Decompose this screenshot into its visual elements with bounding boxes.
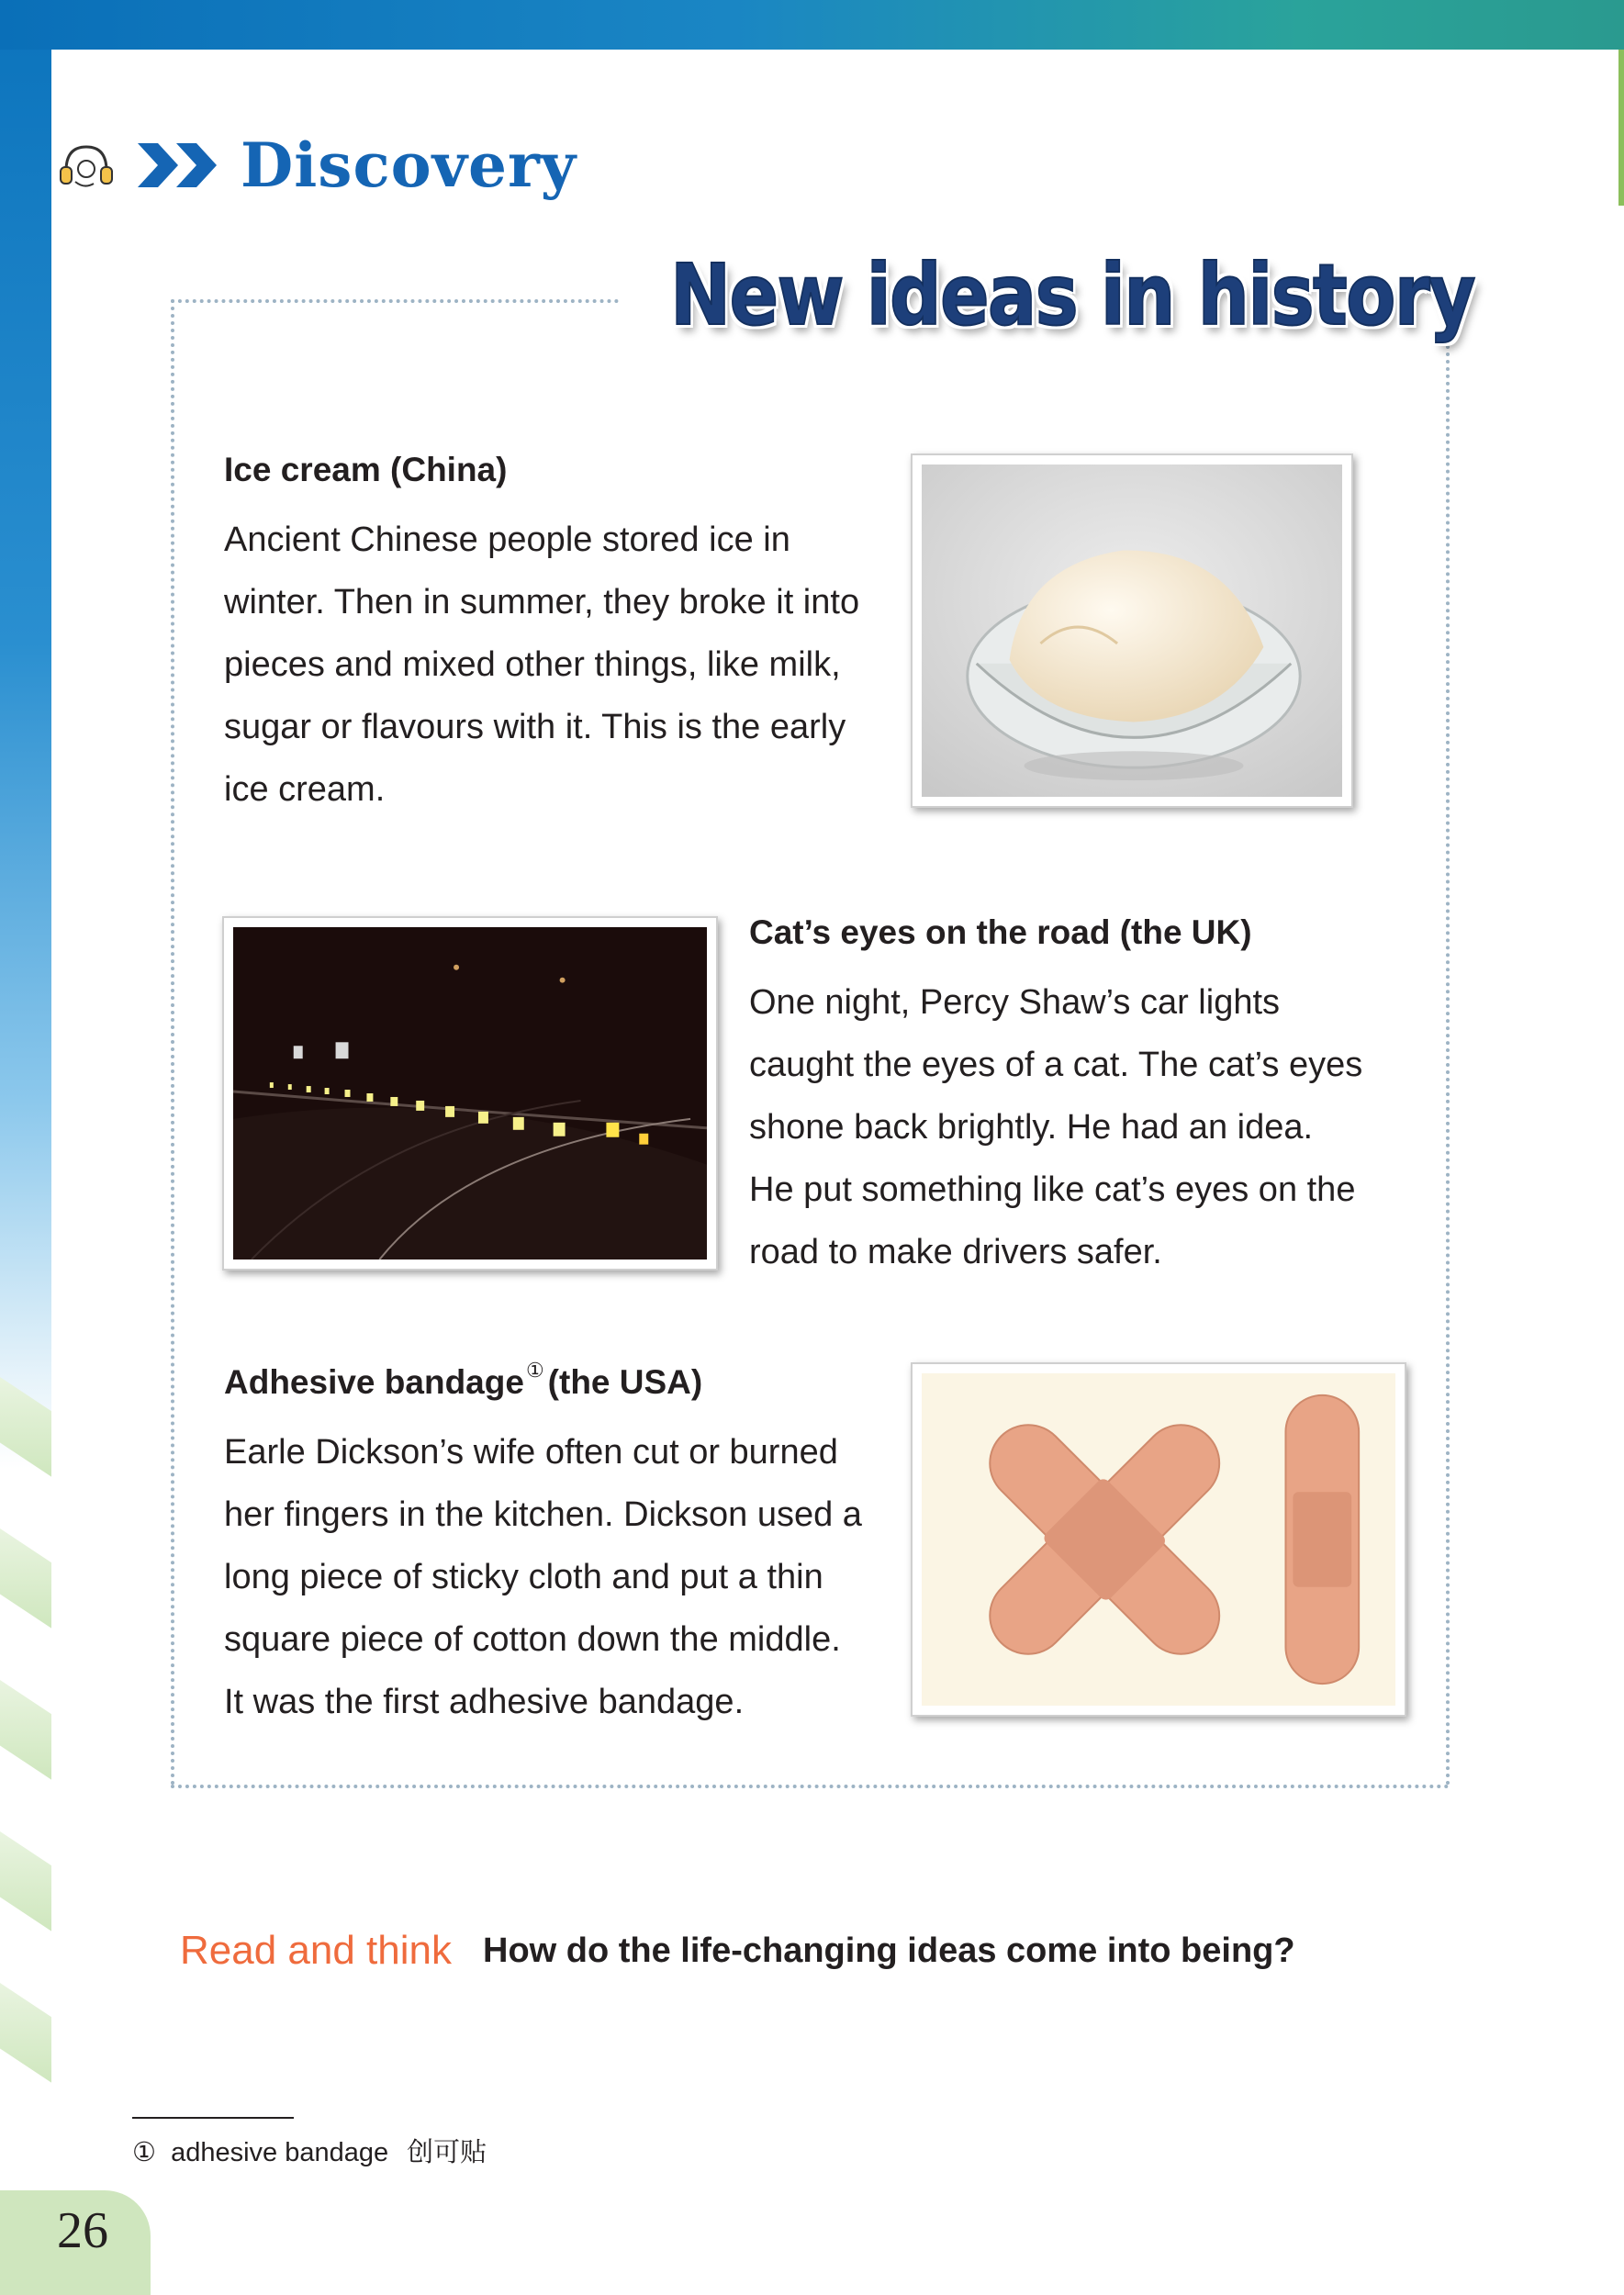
footnote-rule	[132, 2117, 294, 2119]
footnote-mark: ①	[525, 1359, 544, 1382]
top-color-band	[0, 0, 1624, 50]
read-and-think-question: How do the life-changing ideas come into being?	[483, 1931, 1295, 1970]
right-edge-accent	[1618, 50, 1624, 206]
headset-icon	[57, 140, 116, 191]
ice-cream-photo	[911, 453, 1353, 808]
footnote-translation: 创可贴	[407, 2136, 487, 2167]
article-line: pieces and mixed other things, like milk,	[224, 645, 841, 685]
double-chevron-icon	[134, 138, 222, 193]
article-ice-cream	[224, 450, 903, 821]
frame-top-border	[171, 299, 619, 303]
article-line: sugar or flavours with it. This is the early	[224, 708, 846, 747]
article-adhesive-bandage	[224, 1359, 903, 1733]
road-reflectors-photo	[222, 916, 718, 1271]
read-and-think-label: Read and think	[180, 1928, 452, 1973]
frame-bottom-border	[171, 1785, 1450, 1788]
article-line: ice cream.	[224, 770, 386, 810]
article-line: shone back brightly. He had an idea.	[749, 1108, 1314, 1148]
article-line: long piece of sticky cloth and put a thin	[224, 1558, 823, 1597]
article-title: Ice cream (China)	[224, 451, 508, 488]
article-line: It was the first adhesive bandage.	[224, 1683, 745, 1722]
adhesive-bandage-photo	[911, 1362, 1406, 1717]
article-line: square piece of cotton down the middle.	[224, 1620, 841, 1660]
article-line: caught the eyes of a cat. The cat’s eyes	[749, 1046, 1363, 1085]
article-line: road to make drivers safer.	[749, 1233, 1162, 1272]
article-line: He put something like cat’s eyes on the	[749, 1170, 1356, 1210]
frame-right-border	[1446, 345, 1450, 1786]
section-header	[57, 129, 577, 202]
article-line: her fingers in the kitchen. Dickson used a	[224, 1495, 862, 1535]
footnote-mark: ①	[132, 2138, 156, 2167]
article-title: Adhesive bandage① (the USA)	[224, 1359, 703, 1401]
page-heading: New ideas in history	[670, 246, 1474, 344]
article-line: Ancient Chinese people stored ice in	[224, 521, 790, 560]
frame-left-border	[171, 299, 174, 1786]
page-number: 26	[57, 2202, 108, 2259]
article-line: winter. Then in summer, they broke it into	[224, 583, 860, 622]
article-line: Earle Dickson’s wife often cut or burned	[224, 1433, 838, 1472]
article-line: One night, Percy Shaw’s car lights	[749, 983, 1281, 1023]
article-cats-eyes	[749, 912, 1428, 1283]
footnote-term: adhesive bandage	[171, 2138, 389, 2167]
article-title: Cat’s eyes on the road (the UK)	[749, 913, 1252, 951]
decorative-stripes	[0, 1377, 53, 2176]
footnote	[132, 2132, 487, 2169]
section-title: Discovery	[241, 129, 577, 201]
